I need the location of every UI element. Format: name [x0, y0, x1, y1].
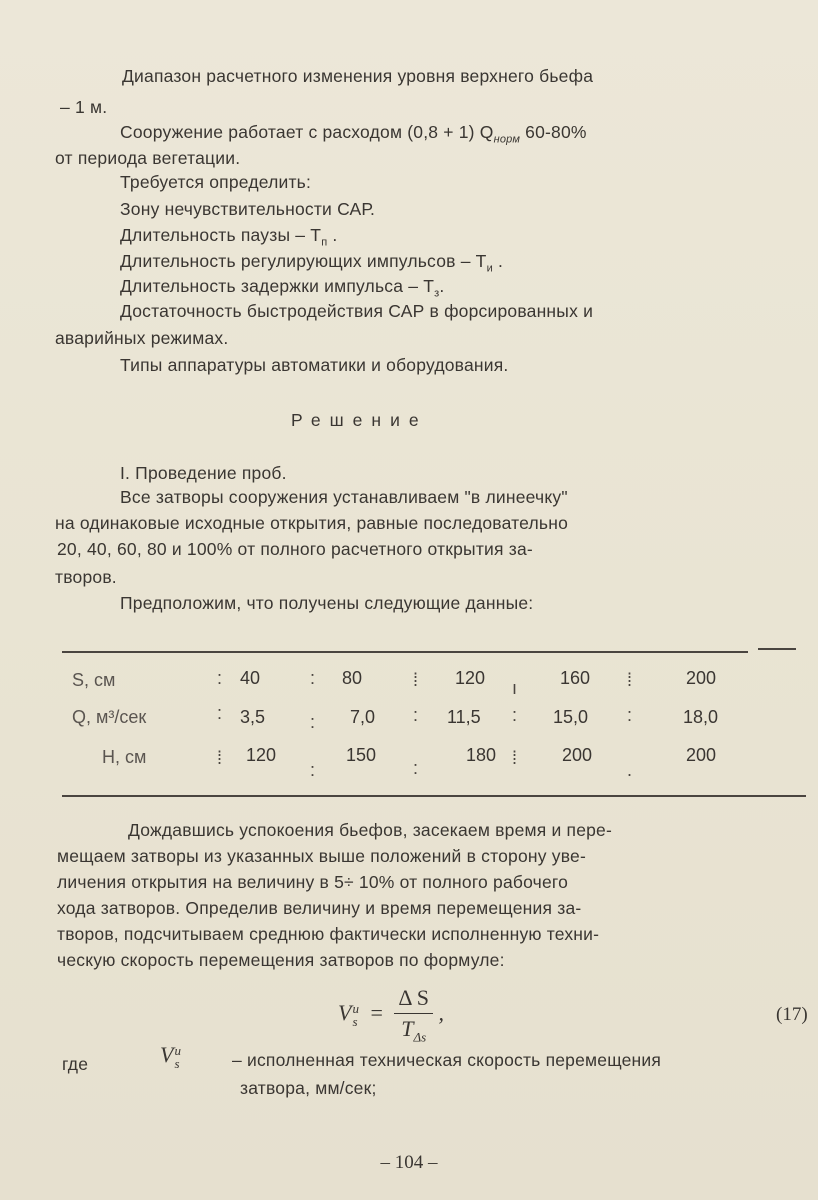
line-text: Требуется определить: — [120, 172, 312, 192]
text-line — [55, 328, 228, 349]
table-cell: 200 — [686, 745, 717, 765]
text-line — [55, 148, 240, 169]
line-text: Зону нечувствительности САР. — [120, 199, 376, 219]
separator: . — [627, 760, 633, 780]
numerator: Δ S — [394, 985, 433, 1014]
text-line — [120, 355, 509, 376]
symbol-v: V — [160, 1042, 174, 1067]
section-heading: Решение — [291, 410, 428, 430]
line-text: личения открытия на величину в 5÷ 10% от полного рабочего — [57, 872, 569, 892]
line-text: Дождавшись успокоения бьефов, засекаем время и пере- — [128, 820, 613, 840]
definition-text: – исполненная техническая скорость перемещения — [232, 1050, 662, 1070]
table-bottom-rule — [62, 795, 806, 797]
text-line — [55, 567, 117, 588]
text-line — [122, 66, 593, 87]
table-cell: 11,5 — [447, 707, 481, 727]
line-text: . — [492, 251, 504, 271]
separator: ⁞ — [627, 670, 633, 690]
text-line — [120, 172, 311, 193]
text-line — [57, 846, 586, 867]
formula-lhs — [338, 1000, 359, 1030]
line-text: Достаточность быстродействия САР в форсированных и — [120, 301, 594, 321]
superscript: u — [352, 1001, 359, 1017]
text-line — [120, 199, 375, 220]
text-line — [128, 820, 612, 841]
text-line — [55, 513, 568, 534]
line-text: I. Проведение проб. — [120, 463, 287, 483]
separator: : — [413, 705, 419, 725]
subscript: s — [352, 1014, 358, 1030]
line-text: Типы аппаратуры автоматики и оборудования. — [120, 355, 509, 375]
line-text: творов, подсчитываем среднюю фактически исполненную техни- — [57, 924, 600, 944]
separator: : — [310, 712, 316, 732]
table-cell: 160 — [560, 668, 591, 688]
table-cell: 40 — [240, 668, 261, 688]
separator: : — [310, 760, 316, 780]
superscript: u — [174, 1042, 181, 1058]
equals-sign: = — [370, 1000, 383, 1026]
text-line — [57, 898, 581, 919]
text-line — [57, 924, 599, 945]
page-number: – 104 – — [380, 1152, 438, 1173]
separator: ⁞ — [512, 748, 518, 768]
line-text: Длительность регулирующих импульсов – Т — [120, 251, 487, 271]
row-label: S, см — [72, 670, 116, 690]
where-symbol — [160, 1042, 181, 1070]
table-cell: 80 — [342, 668, 363, 688]
subscript: п — [321, 236, 328, 249]
definition-text: затвора, мм/сек; — [240, 1078, 377, 1098]
line-text: творов. — [55, 567, 117, 587]
equation-number: (17) — [776, 1004, 808, 1025]
table-cell: 120 — [246, 745, 277, 765]
separator: ⁞ — [413, 670, 419, 690]
text-line — [120, 276, 444, 300]
line-text: Сооружение работает с расходом (0,8 + 1) Q — [120, 122, 494, 142]
text-line — [57, 950, 505, 971]
text-line — [120, 225, 338, 249]
separator: ⁞ — [217, 748, 223, 768]
comma: , — [438, 1000, 445, 1026]
text-line — [57, 539, 533, 560]
separator: : — [512, 705, 518, 725]
symbol-v: V — [338, 1000, 352, 1026]
text-line — [120, 251, 503, 275]
text-line — [120, 487, 568, 508]
text-line — [120, 301, 593, 322]
table-top-rule-right — [758, 648, 796, 650]
symbol-t: T — [401, 1016, 414, 1041]
subscript: s — [174, 1055, 180, 1071]
line-text: Все затворы сооружения устанавливаем "в линеечку" — [120, 487, 568, 507]
separator: : — [217, 703, 223, 723]
line-text: . — [439, 276, 445, 296]
line-text: Длительность задержки импульса – Т — [120, 276, 435, 296]
subscript: норм — [493, 133, 521, 146]
table-cell: 200 — [562, 745, 593, 765]
fraction — [394, 985, 433, 1045]
line-text: 60-80% — [520, 122, 587, 142]
separator: : — [217, 668, 223, 688]
line-text: мещаем затворы из указанных выше положений в сторону уве- — [57, 846, 586, 866]
table-cell: 180 — [466, 745, 497, 765]
where-keyword: где — [62, 1054, 89, 1074]
denominator — [394, 1014, 433, 1045]
line-text: Диапазон расчетного изменения уровня верхнего бьефа — [122, 66, 594, 86]
table-cell: 3,5 — [240, 707, 266, 727]
line-text: Предположим, что получены следующие данные: — [120, 593, 534, 613]
line-text: Длительность паузы – Т — [120, 225, 322, 245]
text-line — [120, 463, 287, 484]
subscript: з — [434, 287, 440, 300]
separator: : — [413, 758, 419, 778]
table-cell: 15,0 — [553, 707, 589, 727]
row-label: Q, м³/сек — [72, 707, 147, 727]
table-cell: 150 — [346, 745, 377, 765]
subscript: Δs — [413, 1029, 427, 1045]
subscript: и — [486, 262, 493, 275]
line-text: на одинаковые исходные открытия, равные последовательно — [55, 513, 569, 533]
separator: : — [627, 705, 633, 725]
table-cell: 120 — [455, 668, 486, 688]
line-text: от периода вегетации. — [55, 148, 241, 168]
row-label: H, см — [102, 747, 147, 767]
formula-17 — [338, 985, 444, 1045]
line-text: ческую скорость перемещения затворов по формуле: — [57, 950, 505, 970]
line-text: аварийных режимах. — [55, 328, 229, 348]
line-text: – 1 м. — [60, 97, 108, 117]
line-text: . — [327, 225, 338, 245]
table-cell: 18,0 — [683, 707, 719, 727]
table-top-rule — [62, 651, 748, 653]
line-text: 20, 40, 60, 80 и 100% от полного расчетного открытия за- — [57, 539, 533, 559]
table-cell: 7,0 — [350, 707, 376, 727]
line-text: хода затворов. Определив величину и время перемещения за- — [57, 898, 582, 918]
text-line — [57, 872, 568, 893]
separator: ı — [512, 678, 518, 698]
text-line — [60, 97, 107, 118]
text-line — [120, 593, 533, 614]
table-cell: 200 — [686, 668, 717, 688]
text-line — [120, 122, 587, 146]
separator: : — [310, 668, 316, 688]
